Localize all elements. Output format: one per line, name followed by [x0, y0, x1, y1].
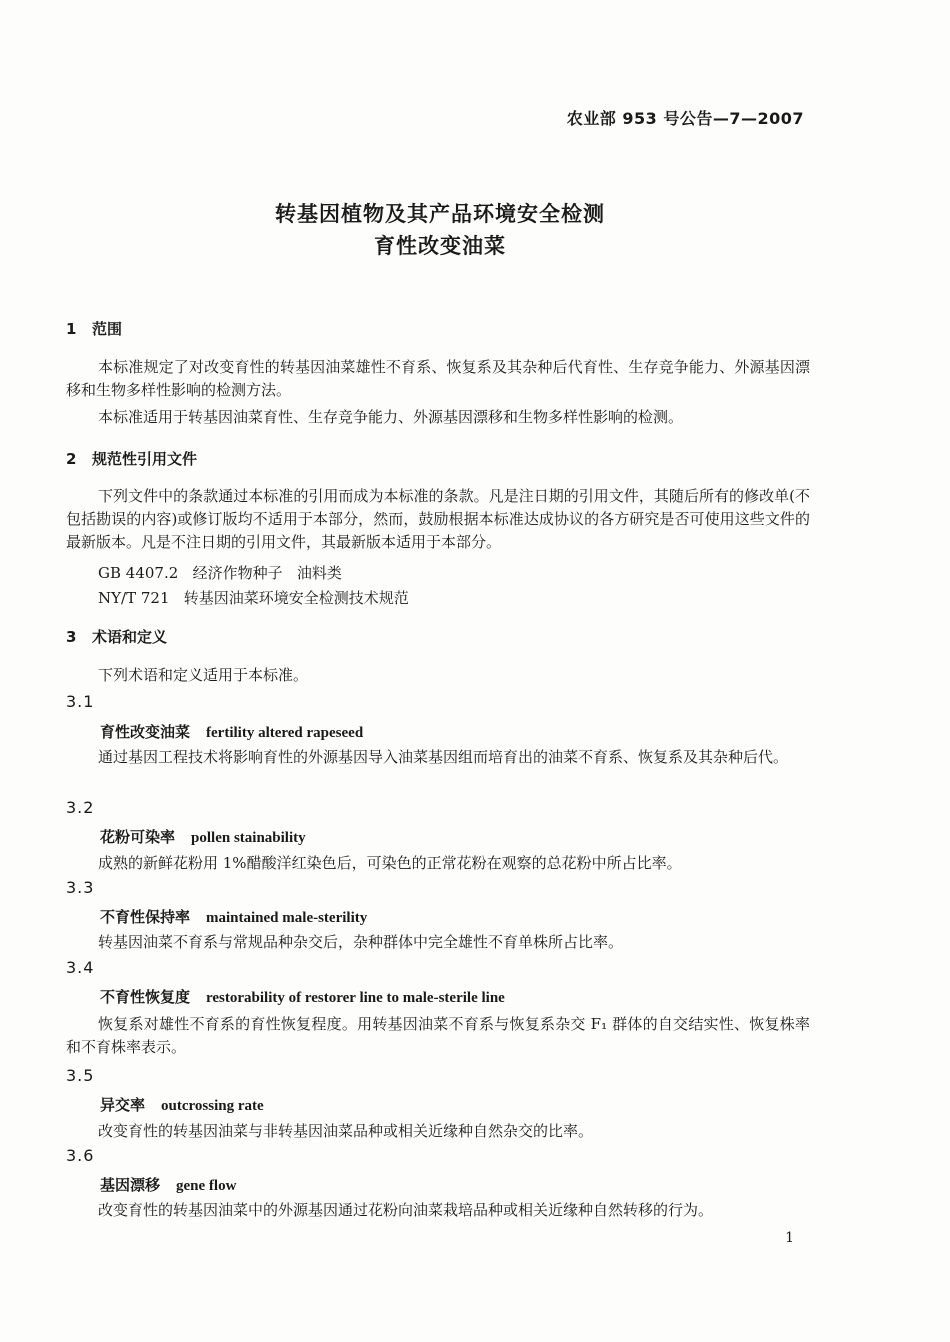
term-english: pollen stainability: [191, 830, 306, 846]
term-definition: 改变育性的转基因油菜与非转基因油菜品种或相关近缘种自然杂交的比率。: [98, 1122, 594, 1140]
section-title: 术语和定义: [92, 628, 168, 646]
term-english: gene flow: [176, 1178, 237, 1194]
term-definition: 恢复系对雄性不育系的育性恢复程度。用转基因油菜不育系与恢复系杂交 F₁ 群体的自交结实性、恢复株率和不育株率表示。: [66, 1015, 810, 1056]
term-chinese: 基因漂移: [100, 1176, 161, 1194]
term-number: 3.2: [66, 798, 95, 817]
term-definition: 转基因油菜不育系与常规品种杂交后，杂种群体中完全雄性不育单株所占比率。: [98, 933, 624, 951]
section-2-paragraph-1: 下列文件中的条款通过本标准的引用而成为本标准的条款。凡是注日期的引用文件，其随后所有的修改单(不包括勘误的内容)或修订版均不适用于本部分，然而，鼓励根据本标准达成协议的各方研究是否可使用这些文件的最新版本。凡是不注日期的引用文件，其最新版本适用于本部分。: [66, 487, 810, 551]
term-heading: [100, 986, 505, 1007]
term-number: 3.6: [66, 1146, 95, 1165]
section-title: 规范性引用文件: [92, 450, 198, 468]
term-heading: [100, 906, 367, 927]
section-3-heading: [66, 626, 167, 647]
reference-ny-t-721: NY/T 721 转基因油菜环境安全检测技术规范: [98, 589, 409, 607]
term-number: 3.3: [66, 878, 95, 897]
section-2-heading: [66, 448, 197, 469]
section-1-paragraph-1: 本标准规定了对改变育性的转基因油菜雄性不育系、恢复系及其杂种后代育性、生存竞争能力、外源基因漂移和生物多样性影响的检测方法。: [66, 358, 810, 399]
section-1-paragraph-2: 本标准适用于转基因油菜育性、生存竞争能力、外源基因漂移和生物多样性影响的检测。: [98, 408, 684, 426]
document-title-line-1: 转基因植物及其产品环境安全检测: [275, 202, 605, 226]
section-number: 1: [66, 320, 77, 338]
document-code: 农业部 953 号公告—7—2007: [566, 109, 804, 128]
term-english: restorability of restorer line to male-sterile line: [206, 990, 505, 1006]
section-number: 3: [66, 628, 77, 646]
term-definition: 成熟的新鲜花粉用 1%醋酸洋红染色后，可染色的正常花粉在观察的总花粉中所占比率。: [98, 854, 682, 872]
term-heading: [100, 1094, 264, 1115]
term-chinese: 花粉可染率: [100, 828, 176, 846]
term-definition: 改变育性的转基因油菜中的外源基因通过花粉向油菜栽培品种或相关近缘种自然转移的行为。: [98, 1201, 714, 1219]
term-heading: [100, 721, 363, 742]
term-english: maintained male-sterility: [206, 910, 368, 926]
document-title-line-2: 育性改变油菜: [374, 234, 506, 258]
term-number: 3.1: [66, 692, 95, 711]
term-chinese: 异交率: [100, 1096, 146, 1114]
term-english: fertility altered rapeseed: [206, 725, 364, 741]
page-number: 1: [785, 1230, 794, 1246]
term-chinese: 育性改变油菜: [100, 723, 191, 741]
term-heading: [100, 826, 306, 847]
term-english: outcrossing rate: [161, 1098, 264, 1114]
section-title: 范围: [92, 320, 123, 338]
term-chinese: 不育性恢复度: [100, 988, 191, 1006]
term-chinese: 不育性保持率: [100, 908, 191, 926]
term-number: 3.4: [66, 958, 95, 977]
section-1-heading: [66, 318, 122, 339]
section-3-intro: 下列术语和定义适用于本标准。: [98, 666, 309, 684]
reference-gb-4407-2: GB 4407.2 经济作物种子 油料类: [98, 564, 342, 582]
term-definition: 通过基因工程技术将影响育性的外源基因导入油菜基因组而培育出的油菜不育系、恢复系及其杂种后代。: [98, 748, 789, 766]
term-heading: [100, 1174, 236, 1195]
term-number: 3.5: [66, 1066, 95, 1085]
section-number: 2: [66, 450, 77, 468]
